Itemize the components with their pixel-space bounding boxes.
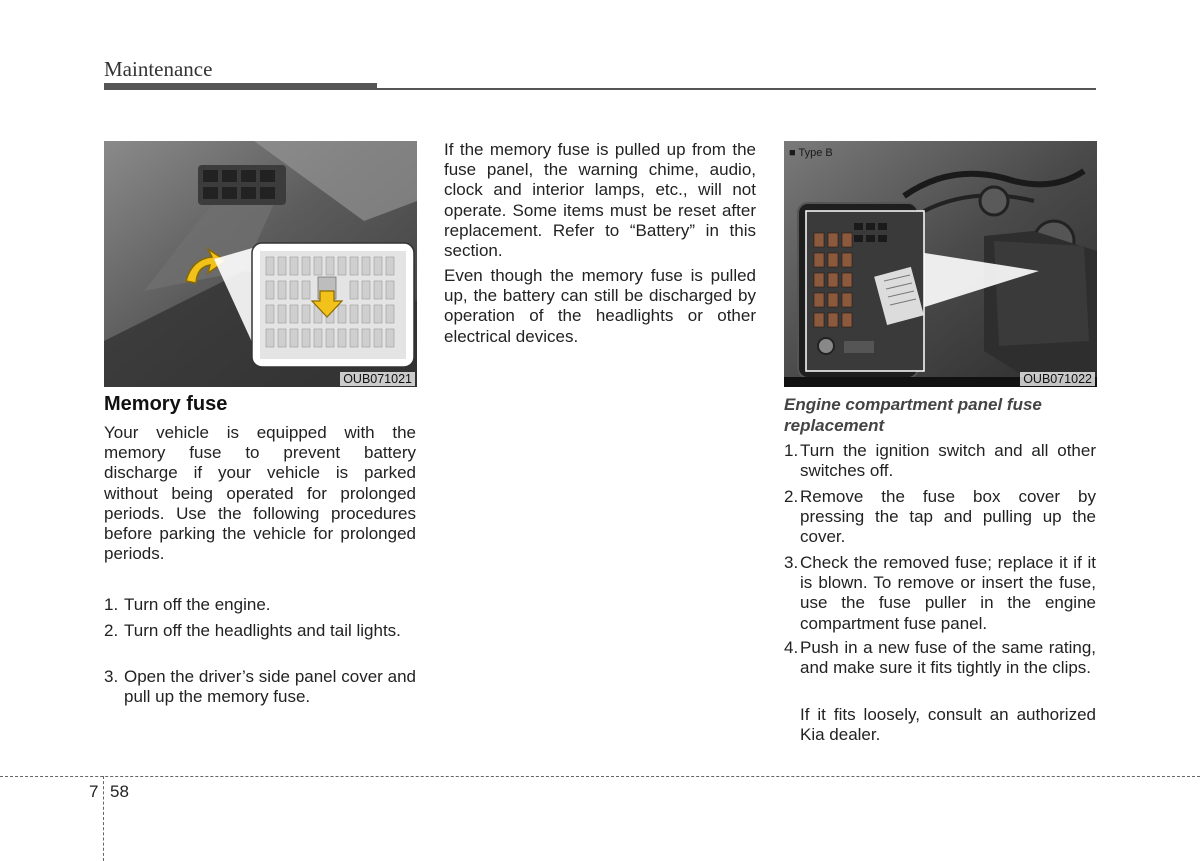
- step-number: 3.: [784, 553, 799, 572]
- step-number: 1.: [784, 441, 799, 460]
- fuse-panel-zoom: [806, 211, 924, 371]
- memory-fuse-figure: [104, 141, 417, 387]
- header-rule-thin: [377, 88, 1096, 90]
- step-text: Turn off the headlights and tail lights.: [124, 621, 401, 640]
- list-item: [104, 621, 416, 641]
- list-item: [784, 441, 1096, 481]
- memory-fuse-title: Memory fuse: [104, 393, 228, 415]
- header-title: Maintenance: [104, 57, 213, 81]
- step-text: Turn the ignition switch and all other switches off.: [800, 441, 1096, 481]
- engine-panel-title: Engine compartment panel fuse replacement: [784, 395, 1042, 435]
- figure-code: OUB071021: [340, 372, 415, 386]
- step-number: 2.: [784, 487, 799, 506]
- list-item: [104, 667, 416, 707]
- engine-panel-note: If it fits loosely, consult an authorized Kia dealer.: [800, 705, 1096, 745]
- memory-fuse-inset: [252, 243, 414, 367]
- engine-fuse-figure: [784, 141, 1097, 387]
- footer-divider: [103, 776, 104, 861]
- page-number: 58: [110, 782, 129, 801]
- engine-fuse-photo: [784, 141, 1097, 387]
- memory-fuse-photo: [104, 141, 417, 387]
- step-text: Remove the fuse box cover by pressing the tap and pulling up the cover.: [800, 487, 1096, 547]
- footer-rule: [0, 776, 1200, 777]
- figure-code: OUB071022: [1020, 372, 1095, 386]
- figure-type-label: ■ Type B: [789, 147, 833, 159]
- step-text: Open the driver’s side panel cover and pull up the memory fuse.: [124, 667, 416, 707]
- header-rule: [104, 83, 377, 90]
- list-item: [784, 638, 1096, 678]
- step-number: 3.: [104, 667, 119, 686]
- switch-panel: [198, 165, 286, 205]
- memory-fuse-note-2: Even though the memory fuse is pulled up, the battery can still be discharged by operation of the headlights or other electrical devices.: [444, 266, 756, 346]
- memory-fuse-intro: Your vehicle is equipped with the memory fuse to prevent battery discharge if your vehicle is parked without being operated for prolonged periods. Use the following procedures before parking the vehicle for prolonged periods.: [104, 423, 416, 564]
- step-number: 2.: [104, 621, 119, 640]
- step-number: 1.: [104, 595, 119, 614]
- list-item: [784, 487, 1096, 548]
- step-text: Check the removed fuse; replace it if it is blown. To remove or insert the fuse, use the fuse puller in the engine compartment fuse panel.: [800, 553, 1096, 633]
- list-item: [104, 595, 416, 615]
- step-number: 4.: [784, 638, 799, 657]
- chapter-number: 7: [89, 782, 99, 801]
- step-text: Turn off the engine.: [124, 595, 271, 614]
- step-text: Push in a new fuse of the same rating, and make sure it fits tightly in the clips.: [800, 638, 1096, 678]
- memory-fuse-note: If the memory fuse is pulled up from the fuse panel, the warning chime, audio, clock and interior lamps, etc., will not operate. Some items must be reset after replacement. Refer to “Battery” in this section.: [444, 140, 756, 261]
- list-item: [784, 553, 1096, 634]
